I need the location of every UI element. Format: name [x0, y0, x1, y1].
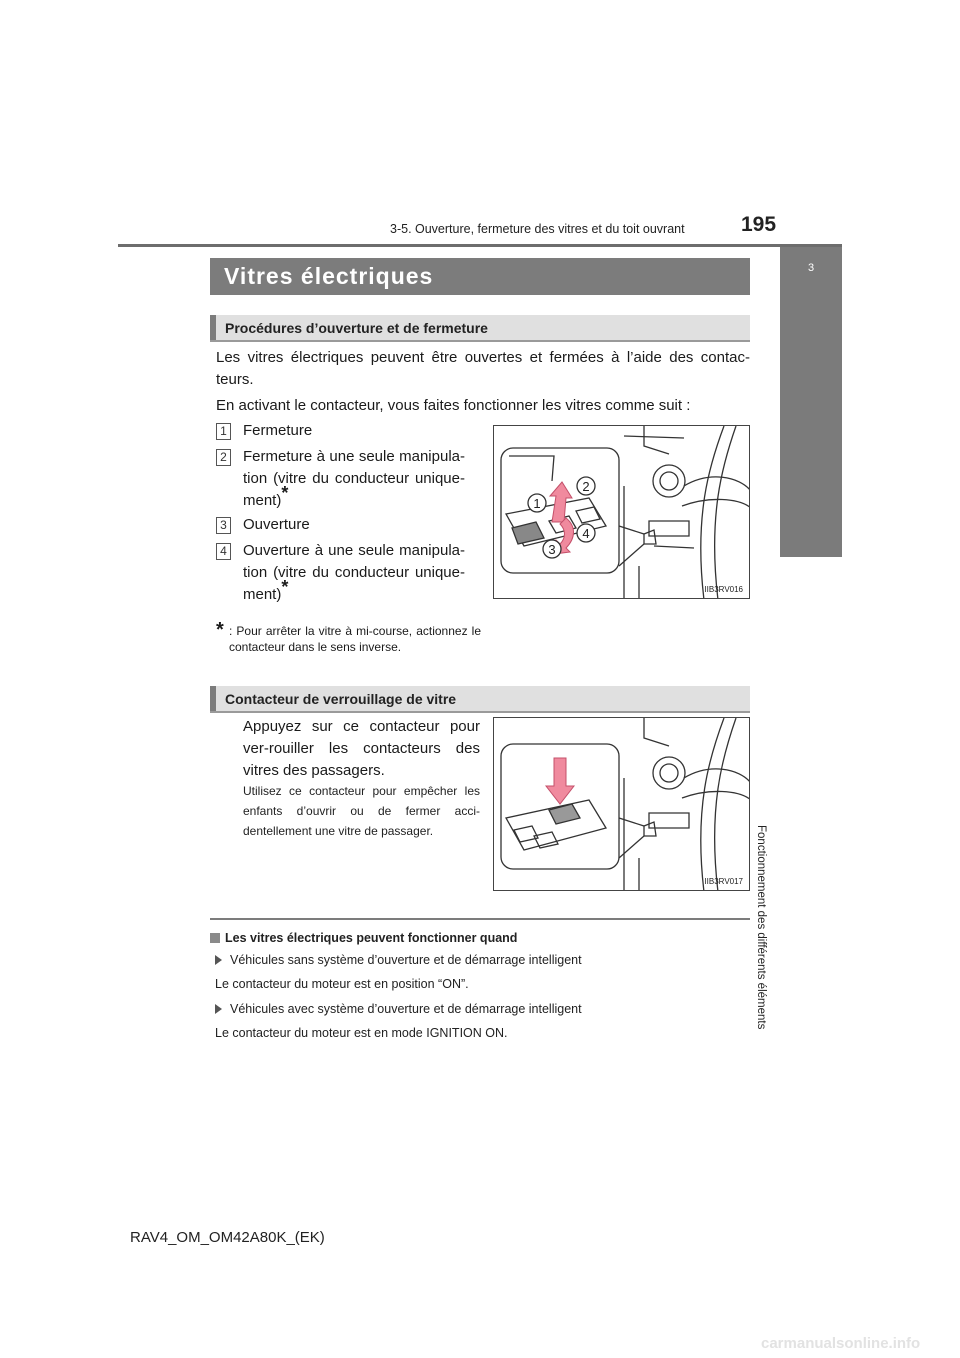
- section-heading-procedures: [210, 315, 750, 342]
- footnote-star: *: [216, 619, 224, 641]
- chapter-number: 3: [807, 262, 815, 274]
- notes-heading: [210, 931, 517, 945]
- notes-bullet-2: [215, 1002, 582, 1016]
- window-switch-figure: [493, 425, 750, 599]
- triangle-bullet-icon: [215, 955, 222, 965]
- window-lock-figure: [493, 717, 750, 891]
- notes-bullet-1-text: Véhicules sans système d’ouverture et de démarrage intelligent: [230, 953, 582, 967]
- notes-bullet-1: [215, 953, 582, 967]
- figure-code-2: IIB3RV017: [704, 877, 743, 886]
- item-label-3: Ouverture: [243, 516, 310, 533]
- window-lock-illustration: [494, 718, 750, 891]
- item-number-4: 4: [216, 543, 231, 560]
- page-title-bar: [210, 258, 750, 295]
- notes-heading-text: Les vitres électriques peuvent fonctionner quand: [225, 931, 518, 945]
- lock-paragraph: Appuyez sur ce contacteur pour ver-rouiller les contacteurs des vitres des passagers.: [243, 718, 480, 779]
- notes-bullet-2-text: Véhicules avec système d’ouverture et de démarrage intelligent: [230, 1002, 582, 1016]
- document-code: RAV4_OM_OM42A80K_(EK): [130, 1229, 325, 1246]
- chapter-label: Fonctionnement des différents éléments: [755, 825, 767, 1030]
- chapter-tab: [780, 247, 842, 557]
- notes-rule: [210, 918, 750, 920]
- square-bullet-icon: [210, 933, 220, 943]
- callout-4: 4: [582, 526, 590, 541]
- callout-1: 1: [533, 496, 541, 511]
- item-text-3: [243, 514, 465, 536]
- lock-note: Utilisez ce contacteur pour empêcher les enfants d’ouvrir ou de fermer acci-dentellement une vitre de passager.: [243, 784, 480, 838]
- item-number-1: 1: [216, 423, 231, 440]
- triangle-bullet-icon: [215, 1004, 222, 1014]
- item-label-4: Ouverture à une seule manipula-tion (vitre du conducteur unique-ment): [243, 542, 465, 603]
- item-star-2: *: [281, 483, 289, 503]
- intro-paragraph-2: En activant le contacteur, vous faites fonctionner les vitres comme suit :: [216, 397, 691, 414]
- item-text-4: [243, 540, 465, 606]
- footnote-text: : Pour arrêter la vitre à mi-course, actionnez le contacteur dans le sens inverse.: [229, 624, 481, 654]
- page-number: 195: [741, 213, 777, 236]
- item-number-3: 3: [216, 517, 231, 534]
- item-text-2: [243, 446, 465, 512]
- section-header: 3-5. Ouverture, fermeture des vitres et du toit ouvrant: [390, 222, 685, 236]
- item-number-2: 2: [216, 449, 231, 466]
- intro-paragraph: Les vitres électriques peuvent être ouvertes et fermées à l’aide des contac-teurs.: [216, 349, 750, 388]
- header-rule: [118, 244, 842, 247]
- figure-code-1: IIB3RV016: [704, 585, 743, 594]
- section-heading-text-2: Contacteur de verrouillage de vitre: [225, 691, 457, 707]
- callout-3: 3: [548, 542, 556, 557]
- item-label-2: Fermeture à une seule manipula-tion (vitre du conducteur unique-ment): [243, 448, 465, 509]
- item-label-1: Fermeture: [243, 422, 313, 439]
- notes-line-2: Le contacteur du moteur est en mode IGNITION ON.: [215, 1026, 508, 1040]
- window-switch-illustration: [494, 426, 750, 599]
- callout-2: 2: [582, 479, 590, 494]
- item-text-1: [243, 420, 465, 442]
- section-heading-lock: [210, 686, 750, 713]
- section-heading-text: Procédures d’ouverture et de fermeture: [225, 320, 488, 336]
- item-star-4: *: [281, 577, 289, 597]
- page-title: Vitres électriques: [224, 263, 434, 289]
- watermark: carmanualsonline.info: [761, 1335, 921, 1352]
- notes-line-1: Le contacteur du moteur est en position “ON”.: [215, 977, 469, 991]
